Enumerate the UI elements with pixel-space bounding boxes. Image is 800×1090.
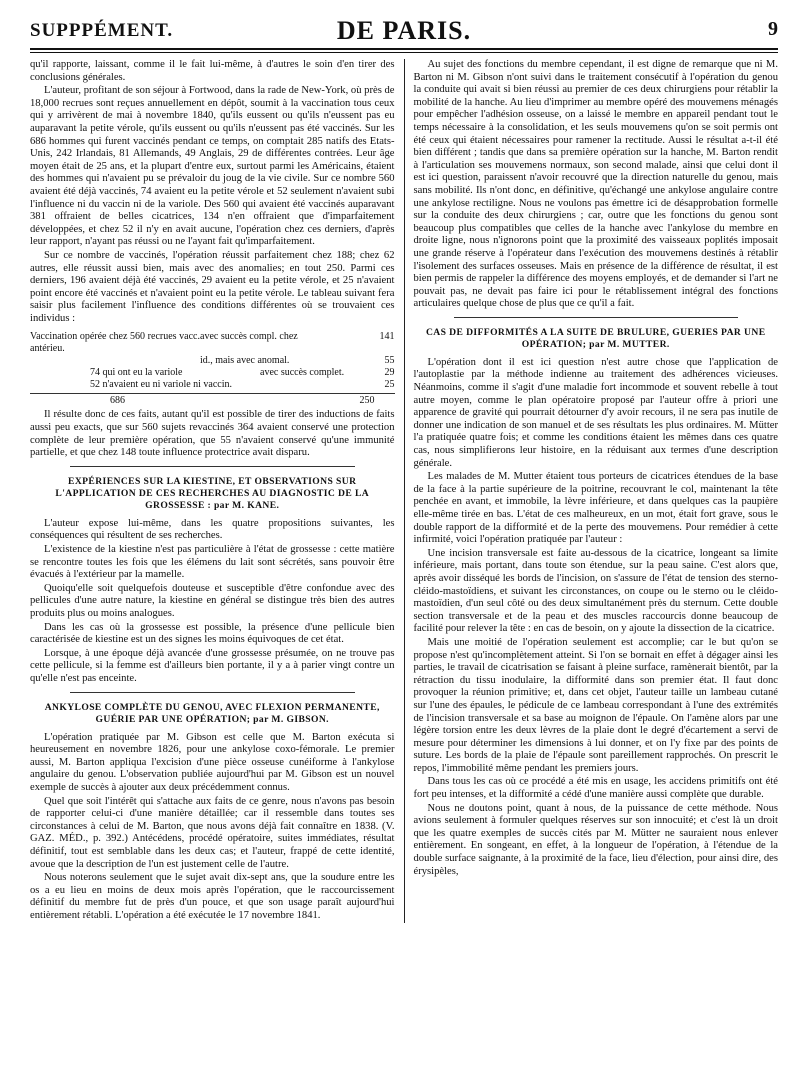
paragraph: Mais une moitié de l'opération seulement est accomplie; car le but qu'on se propose n'est qu'incomplètement atteint. Si l'on se bornait en effet à dégager ainsi les parties, le travail de cicatrisation se faisant à pleine surface, ramènerait bientôt, par la rétraction du tissu inodulaire, la difformité dans son premier état. Il faut donc provoquer la réunion primitive; et, dans cet objet, l'auteur taille un lambeau cutané sur l'une des épaules, le pédicule de ce lambeau correspondant à l'une des extrémités de l'incision transversale et sa base au moignon de l'épaule. On l'amène alors par une légère torsion entre les deux lèvres de la plaie dont le degré d'écartement a servi de mesure pour déterminer les dimensions à lui donner, et on l'y fixe par des points de suture. Les bords de la plaie de l'épaule sont pareillement rapprochés. On prescrit le repos, l'immobilité même pendant les premiers jours. (413, 636, 778, 774)
table-cell: 29 (384, 367, 395, 379)
paragraph: L'auteur expose lui-même, dans les quatre propositions suivantes, les conséquences qui résultent de ses recherches. (30, 517, 395, 542)
section-divider (70, 692, 355, 693)
page-header (30, 14, 778, 50)
paragraph: L'opération dont il est ici question n'est autre chose que l'application de l'autoplastie par la méthode indienne au traitement des adhérences vicieuses. Néanmoins, comme il s'agit d'une maladie fort incommode et souvent rebelle à tout autre moyen, comme le plan opératoire proposé par l'auteur offre à priori une apparence de gravité qui pourrait détourner d'y avoir recours, il ne sera pas inutile de donner une indication de son manuel et de ses résultats les plus ordinaires. M. Mütter l'a pratiquée quatre fois; et comme les conditions étaient les mêmes dans ces quatre cas, nous simplifierons leur histoire, en la réduisant aux termes d'une description générale. (413, 356, 778, 469)
section-title-text: CAS DE DIFFORMITÉS A LA SUITE DE BRULURE, GUERIES PAR UNE OPÉRATION; par M. MUTTER. (425, 326, 766, 350)
section-title-text: EXPÉRIENCES SUR LA KIESTINE, ET OBSERVATIONS SUR L'APPLICATION DE CES RECHERCHES AU DIAGNOSTIC DE LA GROSSESSE : par M. KANE. (55, 475, 370, 511)
paragraph: L'existence de la kiestine n'est pas particulière à l'état de grossesse : cette matière se rencontre toutes les fois que les élémens du lait sont sécrétés, sans pouvoir être évacués à l'extérieur par la mamelle. (30, 544, 395, 581)
page-number: 9 (768, 18, 778, 40)
table-total-right: 250 (359, 395, 375, 407)
paragraph: L'auteur, profitant de son séjour à Fortwood, dans la rade de New-York, où près de 18,000 recrues sont reçues annuellement en dépôt, soumit à la vaccination tous ceux qui y arrivèrent de mai à novembre 1840, qu'ils eussent ou qu'ils n'eussent pas eu auparavant la petite vérole, qu'ils eussent ou qu'ils n'eussent pas été vaccinés. Sur les 686 hommes qui furent vaccinés pendant ce temps, on comptait 285 natifs des Etats-Unis, 242 Irlandais, 81 Allemands, 49 Anglais, 29 de différentes contrées. Leur âge moyen était de 25 ans, et la plupart d'entre eux, surtout parmi les Américains, étaient des hommes qui n'avaient pu se prévaloir du joug de la vie civile. Sur ce nombre 560 avaient été déjà vaccinés, 74 avaient eu la petite vérole et 52 seulement n'avaient subi l'influence ni du vaccin ni de la variole. Des 560 qui avaient été vaccinés auparavant 381 offraient de belles cicatrices, 134 n'en offraient que d'imparfaitement développées, et chez 52 il n'y en avait aucune, l'opération chez ces derniers, d'après leur rapport, n'ayant pas réussi ou ne l'ayant fait qu'imparfaitement. (30, 85, 395, 248)
section-title (414, 327, 779, 351)
section-divider (70, 466, 355, 467)
table-cell: 25 (384, 379, 395, 391)
table-cell: avec succès compl. chez (200, 331, 298, 343)
section-title (30, 476, 395, 512)
columns (30, 59, 778, 923)
section-divider (454, 317, 739, 318)
section-title-text: ANKYLOSE COMPLÈTE DU GENOU, AVEC FLEXION PERMANENTE, GUÉRIE PAR UNE OPÉRATION; par M. GIBSON. (44, 701, 380, 725)
table-row (30, 355, 395, 367)
left-column (30, 59, 404, 923)
table-cell: 55 (384, 355, 395, 367)
header-rule (30, 52, 778, 53)
vaccination-table (30, 331, 395, 407)
section-title (30, 702, 395, 726)
table-total-row (30, 393, 395, 407)
table-cell: Vaccination opérée chez 560 recrues vacc. antérieu. (30, 331, 200, 355)
paragraph: Dans les cas où la grossesse est possible, la présence d'une pellicule bien caractérisée de kiestine est un des signes les moins équivoques de cet état. (30, 621, 395, 646)
paragraph: Lorsque, à une époque déjà avancée d'une grossesse présumée, on ne trouve pas cette pellicule, si la femme est d'ailleurs bien portante, il y a à parier vingt contre un qu'elle n'est pas enceinte. (30, 647, 395, 684)
table-total-left: 686 (110, 395, 125, 407)
table-row (30, 379, 395, 391)
table-cell: id., mais avec anomal. (200, 355, 290, 367)
table-cell: avec succès complet. (260, 367, 345, 379)
paragraph: Une incision transversale est faite au-dessous de la cicatrice, longeant sa limite inférieure, mais portant, dans toute son étendue, sur la peau saine. C'est alors que, après avoir disséqué les bords de l'incision, on s'assure de l'état de tension des sterno-cléido-mastoïdiens, et suivant les circonstances, on coupe ou le sterno ou le cléido-mastoïdien, d'un seul côté ou des deux simultanément près du sternum. Cette double section transversale et de la peau et des muscles raccourcis donne beaucoup de facilité pour relever la tête : en cas de besoin, on y ajoute la dissection de la cicatrice. (413, 547, 778, 635)
paragraph: Il résulte donc de ces faits, autant qu'il est possible de tirer des inductions de faits aussi peu exacts, que sur 560 sujets revaccinés 364 avaient conservé une protection complète de leur première opération, que 55 n'avaient conservé qu'une immunité partielle, et que chez 148 toute influence protectrice avait disparu. (30, 409, 395, 459)
paragraph: Dans tous les cas où ce procédé a été mis en usage, les accidens primitifs ont été fort peu intenses, et la difformité a cédé d'une manière aussi complète que durable. (413, 776, 778, 801)
paragraph: Au sujet des fonctions du membre cependant, il est digne de remarque que ni M. Barton ni M. Gibson n'ont suivi dans le traitement consécutif à l'opération du genou la conduite qui avait si bien réussi au premier de ces deux chirurgiens pour rétablir la mobilité de la hanche. Au lieu d'imprimer au membre opéré des mouvemens ménagés pour empêcher l'adhésion osseuse, on a laissé le membre en appareil pendant tout le temps nécessaire à la consolidation, et les seuls mouvemens qu'on se soit permis ont été ceux qui étaient nécessaires pour ramener la rectitude. Aussi le résultat a-t-il été bien différent ; tandis que dans sa première opération sur la hanche, M. Barton rendit à l'articulation ses mouvemens normaux, son second malade, ainsi que celui dont il est ici question, paraissent n'avoir recouvré que la direction naturelle du genou, mais sans mobilité. Ils n'ont donc, en définitive, qu'échangé une ankylose angulaire contre une ankylose rectiligne. Nous ne voulons pas émettre ici de désapprobation formelle sur la conduite des deux chirurgiens ; car, outre que les fonctions du genou sont beaucoup plus compatibles que celles de la hanche avec l'ankylose du membre en droite ligne, nous n'ignorons point que la proximité des vaisseaux poplités imposait une grande réserve à l'opérateur dans l'exécution des mouvemens destinés à rétablir l'isolement des surfaces osseuses. Mais en présence de la différence de résultat, il est bien permis de rappeler la différence des moyens employés, et de demander si l'art ne pouvait pas, ne devait pas faire ici pour le rétablissement intégral des fonctions articulaires quelque chose de plus que ce qu'il a fait. (413, 59, 778, 310)
table-row (30, 367, 395, 379)
paragraph: Quoiqu'elle soit quelquefois douteuse et susceptible d'être confondue avec des pellicules d'une autre nature, la kiestine en général se distingue très bien des autres produits plus ou moins analogues. (30, 582, 395, 619)
table-cell: 74 qui ont eu la variole (90, 367, 183, 379)
paragraph: L'opération pratiquée par M. Gibson est celle que M. Barton exécuta si heureusement en novembre 1826, pour une ankylose coxo-fémorale. Le premier aussi, M. Barton appliqua l'excision d'une pièce osseuse cunéiforme à l'ankylose angulaire du genou. L'observation publiée aujourd'hui par M. Gibson est un nouvel exemple de succès à ajouter aux deux précédemment connus. (30, 731, 395, 793)
paragraph: qu'il rapporte, laissant, comme il le fait lui-même, à d'autres le soin d'en tirer des conclusions générales. (30, 59, 395, 83)
table-row (30, 331, 395, 355)
table-cell: 141 (379, 331, 395, 343)
header-supplement: SUPPPÉMENT. (30, 20, 174, 41)
paragraph: Quel que soit l'intérêt qui s'attache aux faits de ce genre, nous n'avons pas besoin de rapporter celui-ci d'une manière détaillée; car il ressemble dans toutes ses circonstances à celui de M. Barton, que nous avons déjà fait connaître en 1838. (V. GAZ. MÉD., p. 392.) Antécédens, procédé opératoire, suites immédiates, résultat définitif, tout est semblable dans les deux cas; et l'auteur, frappé de cette identité, avoue que la description de l'un est justement celle de l'autre. (30, 795, 395, 870)
right-column (404, 59, 779, 923)
paragraph: Nous noterons seulement que le sujet avait dix-sept ans, que la soudure entre les os a eu lieu en moins de deux mois après l'opération, que le raccourcissement définitif du membre fut de près d'un pouce, et que son usage paraît aujourd'hui entièrement rétabli. L'opération a été exécutée le 17 novembre 1841. (30, 872, 395, 921)
header-title: DE PARIS. (336, 16, 472, 45)
paragraph: Nous ne doutons point, quant à nous, de la puissance de cette méthode. Nous avions seulement à formuler quelques réserves sur son innocuité; et c'est là un droit que les quatre exemples de succès cités par M. Mütter ne sauraient nous enlever entièrement. En songeant, en effet, à la longueur de l'opération, à l'étendue de la double surface saignante, à la proximité de la face, lieu d'élection, pour ainsi dire, des érysipèles, (413, 802, 778, 877)
table-cell: 52 n'avaient eu ni variole ni vaccin. (90, 379, 233, 391)
paragraph: Les malades de M. Mutter étaient tous porteurs de cicatrices étendues de la base de la face à la partie supérieure de la poitrine, recouvrant le col, maintenant la tête penchée en avant, et immobile, la lèvre inférieure, et dans quelques cas la paupière elle-même tirée en bas. L'état de ces malheureux, en un mot, était fort grave, sous le double rapport de la difformité et de la perte des mouvemens. Pour remédier à cette infirmité, voici l'opération pratiquée par l'auteur : (413, 471, 778, 546)
paragraph: Sur ce nombre de vaccinés, l'opération réussit parfaitement chez 188; chez 62 autres, elle réussit aussi bien, mais avec des anomalies; en tout 250. Parmi ces derniers, 196 avaient déjà été vaccinés, 29 avaient eu la petite vérole, et 25 n'avaient point encore été vaccinés et n'avaient point eu la petite vérole. Le tableau suivant fera saisir plus facilement l'influence des conditions différentes où se trouvaient ces individus : (30, 249, 395, 324)
